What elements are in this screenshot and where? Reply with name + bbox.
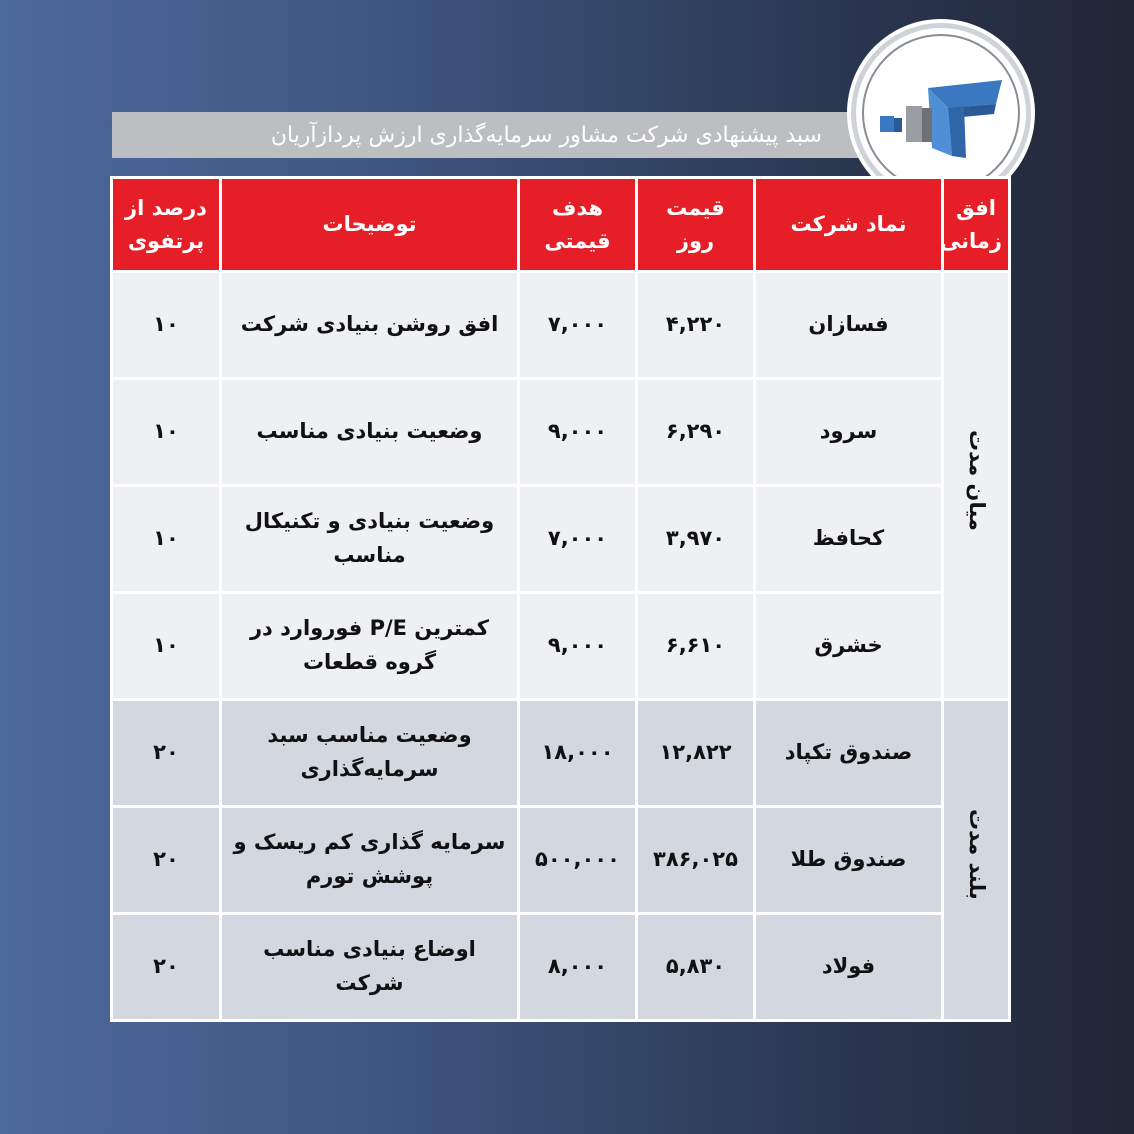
cell-description: اوضاع بنیادی مناسب شرکت [221,914,519,1021]
cell-target: ۹,۰۰۰ [519,379,637,486]
cell-percent: ۱۰ [112,272,221,379]
cell-symbol: کحافظ [755,486,943,593]
cell-symbol: صندوق طلا [755,807,943,914]
cell-price: ۶,۶۱۰ [637,593,755,700]
cell-description: کمترین P/E فوروارد در گروه قطعات [221,593,519,700]
cell-percent: ۱۰ [112,593,221,700]
cell-price: ۳,۹۷۰ [637,486,755,593]
cell-description: وضعیت بنیادی مناسب [221,379,519,486]
cell-price: ۴,۲۲۰ [637,272,755,379]
cell-description: سرمایه گذاری کم ریسک و پوشش تورم [221,807,519,914]
cell-target: ۷,۰۰۰ [519,272,637,379]
table-row [112,914,1010,1021]
cell-percent: ۱۰ [112,486,221,593]
company-logo-icon [856,28,1026,198]
cell-price: ۳۸۶,۰۲۵ [637,807,755,914]
cell-target: ۱۸,۰۰۰ [519,700,637,807]
header-horizon: افق زمانی [943,178,1010,272]
page-title: سبد پیشنهادی شرکت مشاور سرمایه‌گذاری ارزش پردازآریان [270,122,822,148]
header-symbol: نماد شرکت [755,178,943,272]
header-price: قیمت روز [637,178,755,272]
cell-symbol: سرود [755,379,943,486]
table-row [112,379,1010,486]
cell-percent: ۲۰ [112,700,221,807]
cell-target: ۷,۰۰۰ [519,486,637,593]
cell-symbol: فولاد [755,914,943,1021]
group-label-long: بلند مدت [943,700,1010,1021]
cell-symbol: صندوق تکپاد [755,700,943,807]
group-label-mid: میان مدت [943,272,1010,700]
table-row [112,593,1010,700]
title-bar [112,112,902,158]
cell-price: ۱۲,۸۲۲ [637,700,755,807]
cell-percent: ۲۰ [112,807,221,914]
cell-target: ۸,۰۰۰ [519,914,637,1021]
cell-symbol: فسازان [755,272,943,379]
table-row [112,486,1010,593]
table-header-row [112,178,1010,272]
cell-description: افق روشن بنیادی شرکت [221,272,519,379]
table-row [112,807,1010,914]
cell-description: وضعیت مناسب سبد سرمایه‌گذاری [221,700,519,807]
cell-symbol: خشرق [755,593,943,700]
header-percent: درصد از پرتفوی [112,178,221,272]
cell-description: وضعیت بنیادی و تکنیکال مناسب [221,486,519,593]
cell-percent: ۲۰ [112,914,221,1021]
header-description: توضیحات [221,178,519,272]
cell-target: ۵۰۰,۰۰۰ [519,807,637,914]
table-row [112,700,1010,807]
table-row [112,272,1010,379]
portfolio-table [110,176,1011,1022]
cell-price: ۶,۲۹۰ [637,379,755,486]
cell-target: ۹,۰۰۰ [519,593,637,700]
cell-percent: ۱۰ [112,379,221,486]
header-target: هدف قیمتی [519,178,637,272]
cell-price: ۵,۸۳۰ [637,914,755,1021]
